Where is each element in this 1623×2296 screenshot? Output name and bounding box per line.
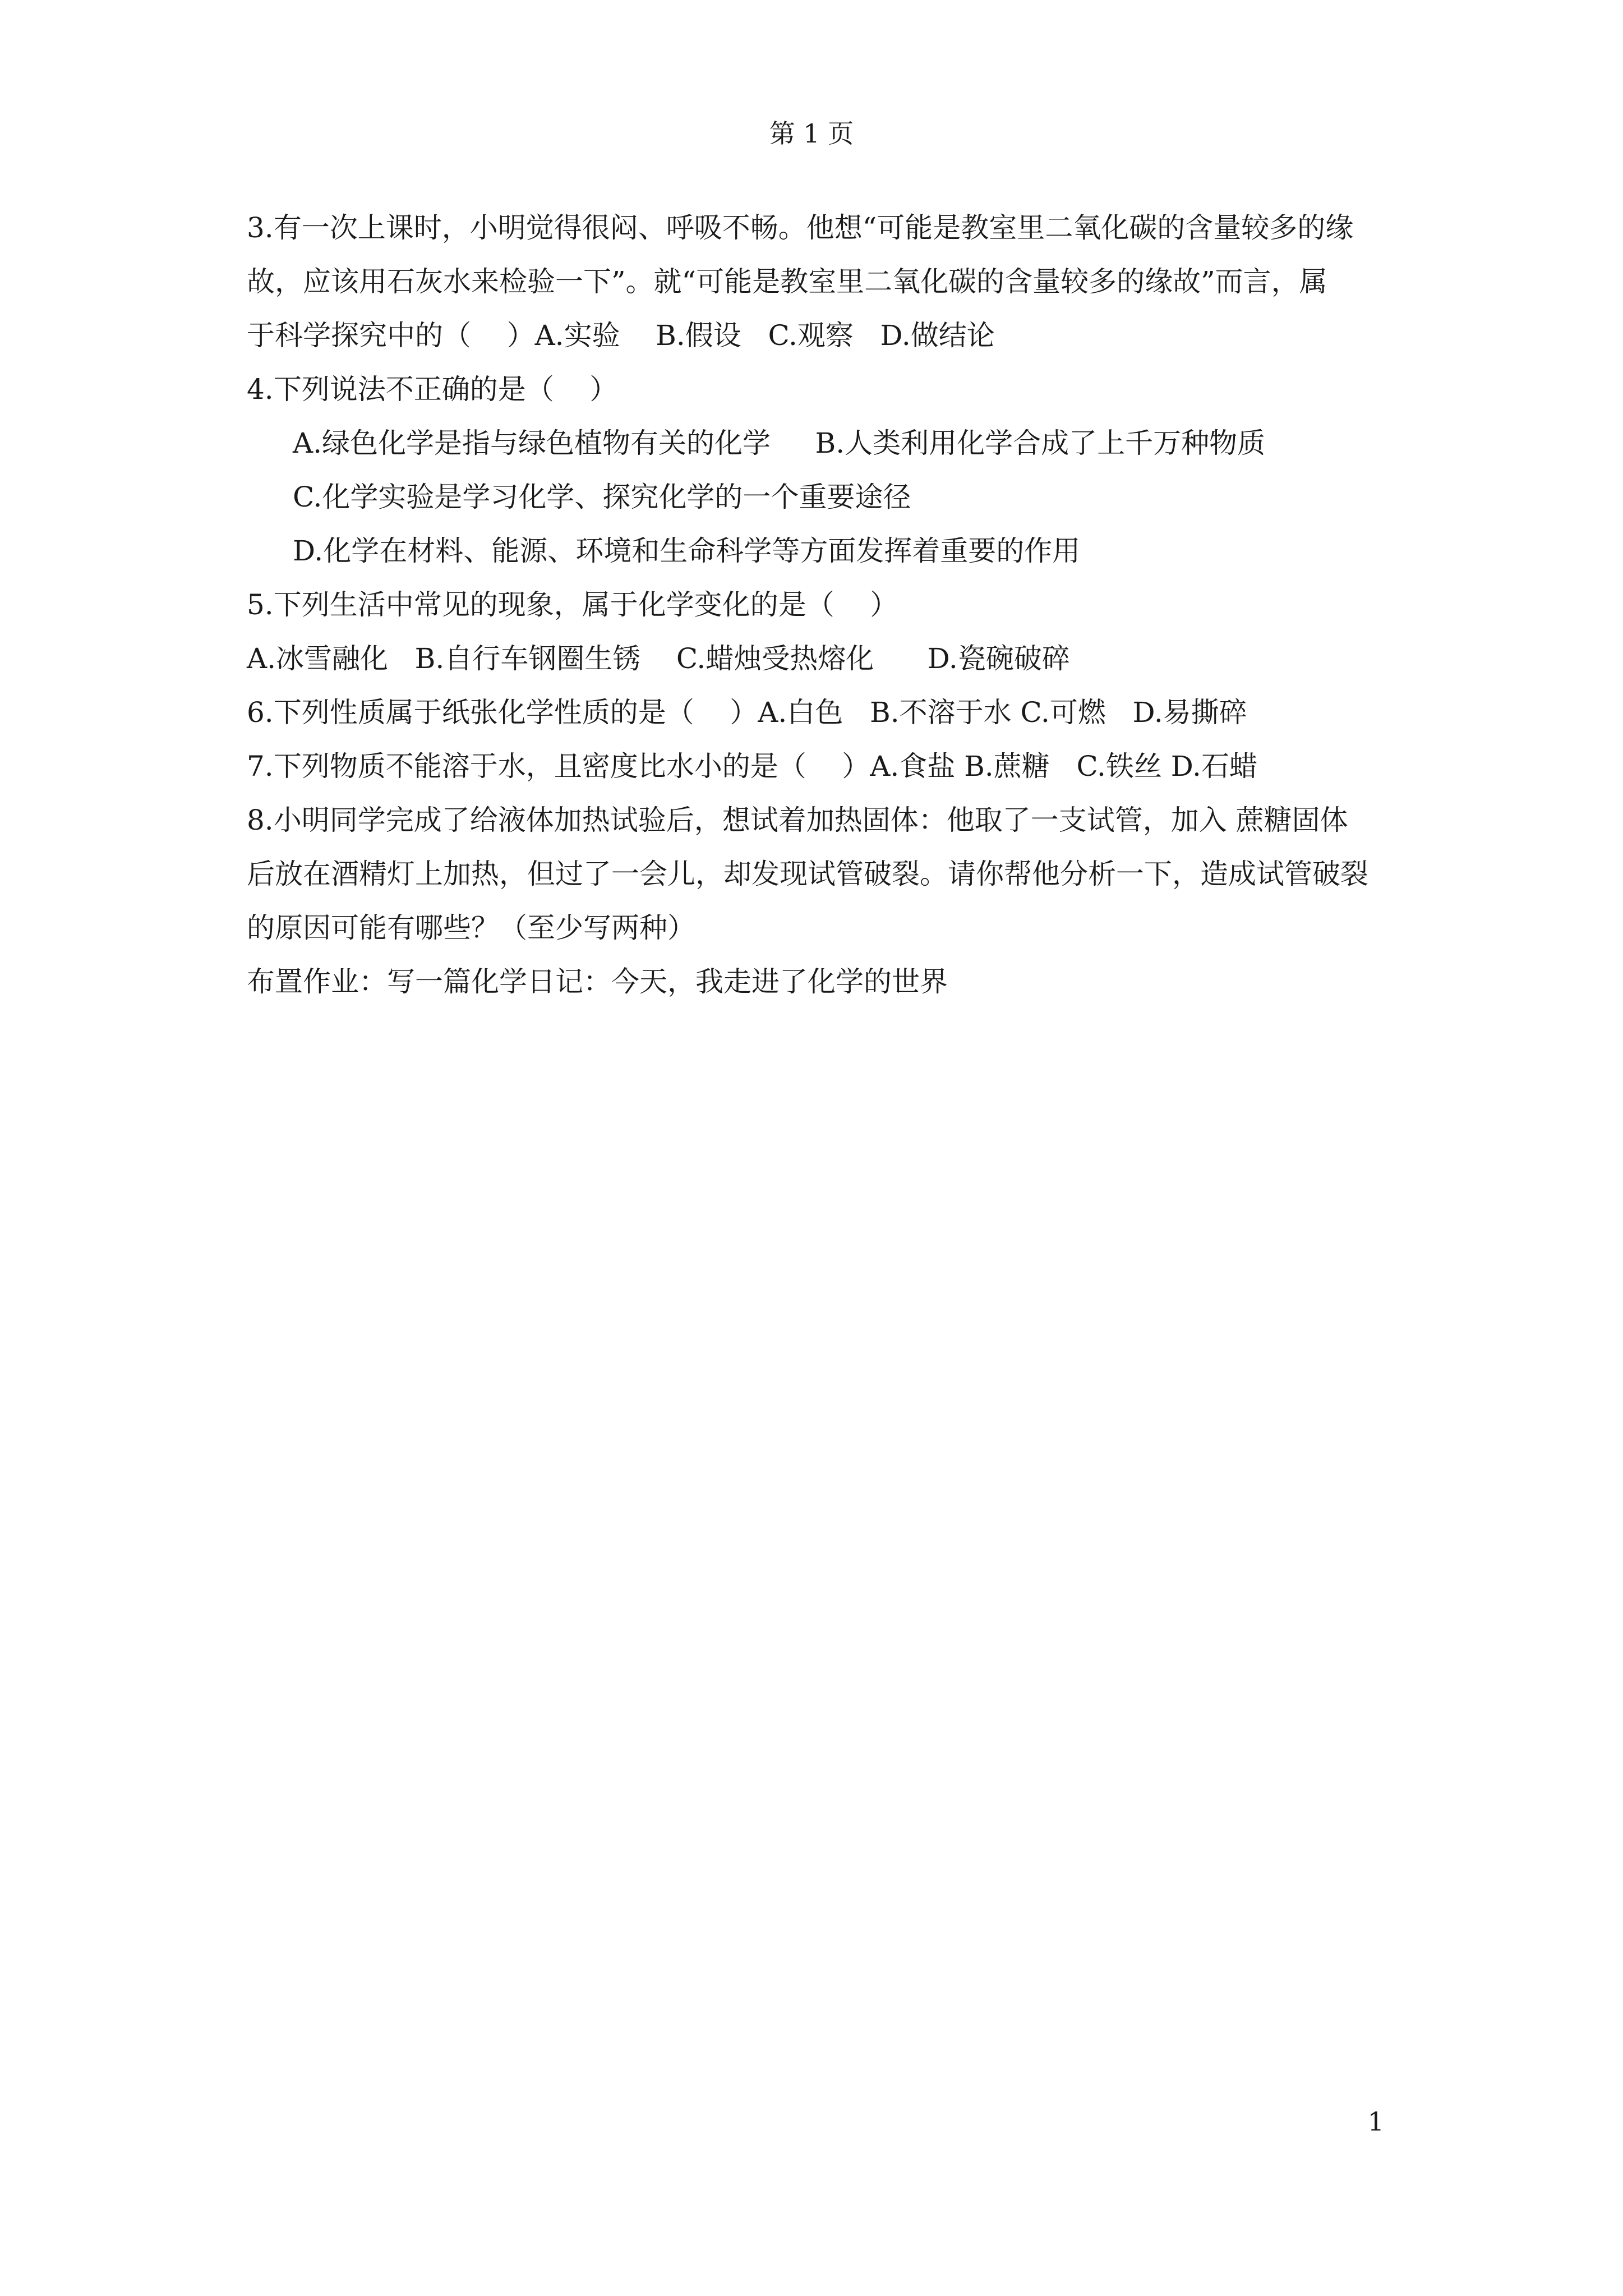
question-3 bbox=[247, 201, 1391, 362]
question-6 bbox=[247, 685, 1391, 739]
question-4-options-ab: A.绿色化学是指与绿色植物有关的化学 B.人类利用化学合成了上千万种物质 bbox=[293, 427, 1266, 459]
question-8-line-2: 后放在酒精灯上加热，但过了一会儿，却发现试管破裂。请你帮他分析一下，造成试管破裂 bbox=[247, 858, 1368, 890]
question-8-line-1: 8.小明同学完成了给液体加热试验后，想试着加热固体：他取了一支试管，加入 蔗糖固体 bbox=[247, 804, 1348, 836]
document-body bbox=[247, 201, 1391, 1009]
question-8 bbox=[247, 793, 1391, 955]
question-4-option-d: D.化学在材料、能源、环境和生命科学等方面发挥着重要的作用 bbox=[293, 535, 1081, 567]
question-7-line: 7.下列物质不能溶于水，且密度比水小的是（ ）A.食盐 B.蔗糖 C.铁丝 D.石蜡 bbox=[247, 750, 1257, 783]
question-3-line-1: 3.有一次上课时，小明觉得很闷、呼吸不畅。他想“可能是教室里二氧化碳的含量较多的缘 bbox=[247, 211, 1354, 244]
page-header: 第 1 页 bbox=[769, 118, 854, 149]
page-number: 1 bbox=[1367, 2106, 1384, 2137]
question-8-line-3: 的原因可能有哪些？（至少写两种） bbox=[247, 912, 695, 944]
question-4-option-c: C.化学实验是学习化学、探究化学的一个重要途径 bbox=[293, 481, 911, 513]
question-5 bbox=[247, 578, 1391, 685]
question-7 bbox=[247, 739, 1391, 793]
question-5-options: A.冰雪融化 B.自行车钢圈生锈 C.蜡烛受热熔化 D.瓷碗破碎 bbox=[247, 642, 1070, 675]
question-3-line-3: 于科学探究中的（ ）A.实验 B.假设 C.观察 D.做结论 bbox=[247, 319, 995, 352]
question-3-line-2: 故，应该用石灰水来检验一下”。就“可能是教室里二氧化碳的含量较多的缘故”而言，属 bbox=[247, 265, 1327, 298]
question-5-stem: 5.下列生活中常见的现象，属于化学变化的是（ ） bbox=[247, 588, 898, 621]
question-6-line: 6.下列性质属于纸张化学性质的是（ ）A.白色 B.不溶于水 C.可燃 D.易撕碎 bbox=[247, 696, 1247, 729]
homework-assignment bbox=[247, 955, 1391, 1009]
question-4 bbox=[247, 362, 1391, 578]
homework-line: 布置作业：写一篇化学日记：今天，我走进了化学的世界 bbox=[247, 965, 948, 998]
question-4-stem: 4.下列说法不正确的是（ ） bbox=[247, 373, 618, 406]
